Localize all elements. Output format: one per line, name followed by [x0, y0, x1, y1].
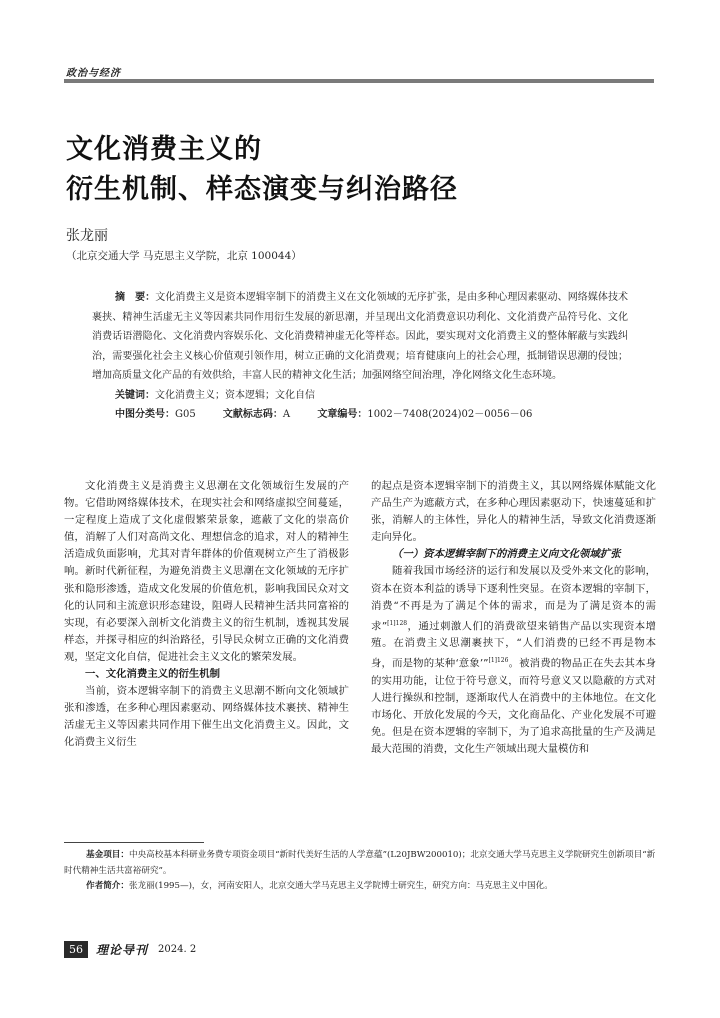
doc-code-label: 文献标志码： [222, 409, 283, 420]
body-paragraph-subsection-1 [371, 563, 656, 758]
clc-field [115, 409, 208, 420]
p3-start: 随着我国市场经济的运行和发展以及受外来文化的影响，资本在资本利益的诱导下逐利性突显。在资本逻辑的宰制下，消费“不再是为了满足个体的需求，而是为了满足资本的需求” [371, 565, 656, 633]
body-paragraph-section-1-cont: 的起点是资本逻辑宰制下的消费主义，其以网络媒体赋能文化产品生产为遮蔽方式，在多种心理因素驱动下，快速蔓延和扩张，消解人的主体性，异化人的精神生活，导致文化消费逐渐走向异化。 [371, 480, 656, 544]
subsection-heading-1: （一）资本逻辑宰制下的消费主义向文化领域扩张 [392, 548, 621, 561]
citation-ref-2: [1]126 [488, 657, 509, 665]
footnote-block [64, 848, 658, 895]
title-line-2: 衍生机制、样态演变与纠治路径 [66, 174, 458, 205]
journal-issue: 2024. 2 [158, 944, 197, 955]
section-heading-1: 一、文化消费主义的衍生机制 [85, 668, 221, 681]
clc-value: G05 [175, 409, 196, 420]
doc-code-value: A [282, 409, 291, 420]
body-paragraph-intro: 文化消费主义是消费主义思潮在文化领域衍生发展的产物。它借助网络媒体技术，在现实社会和网络虚拟空间蔓延，一定程度上造成了文化虚假繁荣景象，遮蔽了文化的崇高价值，消解了人们对高尚文化、理想信念的追求，对人的精神生活造成负面影响，尤其对青年群体的价值观树立产生了消极影响。新时代新征程，为避免消费主义思潮在文化领域的无序扩张和隐形渗透，造成文化发展的价值危机，影响我国民众对文化的认同和主流意识形态建设，阻碍人民精神生活共同富裕的实现，有必要深入剖析文化消费主义的衍生机制，透视其发展样态，并探寻相应的纠治路径，引导民众树立正确的文化消费观，坚定文化自信，促进社会主义文化的繁荣发展。 [64, 480, 349, 663]
abstract-paragraph [92, 288, 628, 386]
citation-ref-1: [1]128 [387, 619, 408, 627]
abstract-block [92, 288, 628, 425]
author-info-label: 作者简介： [86, 881, 129, 891]
clc-label: 中图分类号： [115, 409, 175, 420]
title-line-1: 文化消费主义的 [66, 134, 262, 165]
article-title [66, 130, 666, 210]
keywords-label: 关键词： [115, 389, 155, 401]
doc-field [223, 409, 302, 420]
author-info-text: 张龙丽(1995—)，女，河南安阳人，北京交通大学马克思主义学院博士研究生，研究方向：马克思主义中国化。 [128, 881, 553, 891]
author-affiliation: （北京交通大学 马克思主义学院，北京 100044） [66, 250, 302, 262]
body-column-left [64, 478, 349, 834]
author-note [64, 879, 658, 895]
article-no-value: 1002－7408(2024)02－0056－06 [367, 409, 533, 420]
p3-end: 。被消费的物品正在失去其本身的实用功能，让位于符号意义，而符号意义又以隐蔽的方式对人进行操纵和控制，逐渐取代人在消费中的主体地位。在文化市场化、开放化发展的今天，文化商品化、产业化发展不可避免。但是在资本逻辑的宰制下，为了追求高批量的生产及满足最大范围的消费，文化生产领域出现大量模仿和 [371, 657, 657, 756]
page-footer [64, 941, 196, 958]
p3-mid: ，通过刺激人们的消费欲望来销售产品以实现资本增殖。在消费主义思潮裹挟下，“人们消费的已经不再是物本身，而是物的某种‘意象’” [371, 620, 657, 670]
article-no-label: 文章编号： [317, 409, 368, 420]
author-name: 张龙丽 [66, 228, 108, 244]
body-column-right [371, 478, 656, 834]
footnote-rule [64, 842, 204, 843]
abstract-text: 文化消费主义是资本逻辑宰制下的消费主义在文化领域的无序扩张，是由多种心理因素驱动、网络媒体技术裹挟、精神生活虚无主义等因素共同作用衍生发展的新思潮，并呈现出文化消费意识功利化、文化消费产品符号化、文化消费话语潜隐化、文化消费内容娱乐化、文化消费精神虚无化等样态。因此，要实现对文化消费主义的整体解蔽与实践纠治，需要强化社会主义核心价值观引领作用，树立正确的文化消费观；培育健康向上的社会心理，抵制错误思潮的侵蚀；增加高质量文化产品的有效供给，丰富人民的精神文化生活；加强网络空间治理，净化网络文化生态环境。 [92, 292, 629, 381]
abstract-label: 摘 要： [115, 292, 156, 303]
keywords-text: 文化消费主义；资本逻辑；文化自信 [155, 389, 315, 401]
body-columns [64, 478, 656, 834]
classification-line [92, 405, 628, 425]
body-paragraph-section-1-start: 当前，资本逻辑宰制下的消费主义思潮不断向文化领域扩张和渗透，在多种心理因素驱动、网络媒体技术裹挟、精神生活虚无主义等因素共同作用下催生出文化消费主义。因此，文化消费主义衍生 [64, 685, 349, 749]
fund-label: 基金项目： [86, 850, 129, 860]
journal-name: 理论导刊 [96, 943, 149, 957]
header-rule [64, 79, 654, 83]
section-label: 政治与经济 [66, 68, 121, 79]
page-number: 56 [64, 941, 88, 958]
article-no-field [317, 409, 544, 420]
fund-text: 中央高校基本科研业务费专项资金项目“新时代美好生活的人学意蕴”(L20JBW200010)；北京交通大学马克思主义学院研究生创新项目“新时代精神生活共富裕研究”。 [64, 850, 656, 876]
fund-note [64, 848, 658, 879]
keywords-line [92, 386, 628, 406]
